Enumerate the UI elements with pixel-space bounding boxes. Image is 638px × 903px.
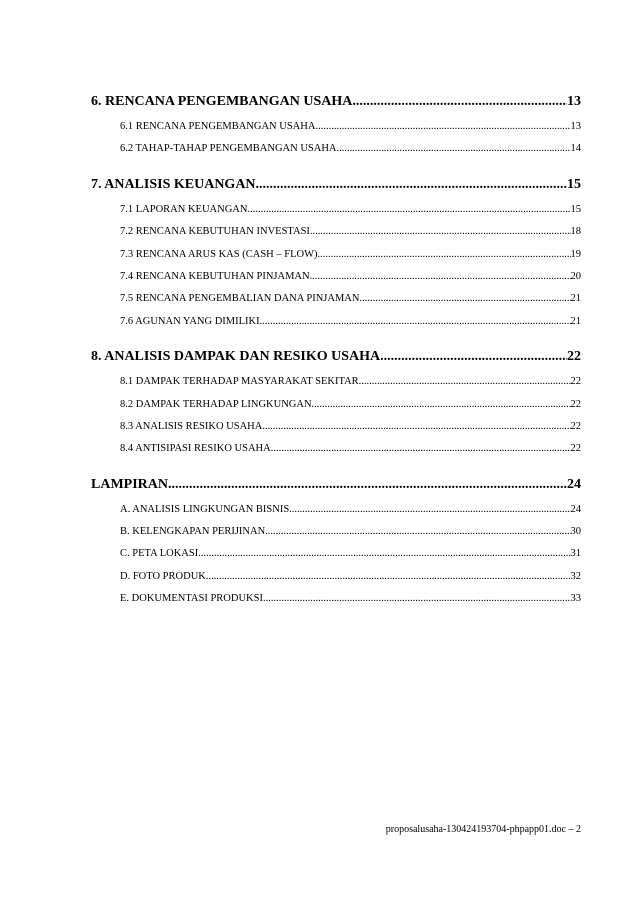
dot-leader	[256, 173, 567, 197]
toc-item-page: 32	[570, 570, 581, 582]
toc-item-title: 6.2 TAHAP-TAHAP PENGEMBANGAN USAHA	[120, 143, 337, 155]
toc-section	[91, 90, 581, 161]
toc-item	[91, 138, 581, 160]
dot-leader	[262, 416, 570, 438]
toc-item-page: 13	[570, 121, 581, 132]
dot-leader	[168, 473, 567, 497]
dot-leader	[359, 371, 571, 393]
toc-item-title: 8.3 ANALISIS RESIKO USAHA	[120, 420, 263, 432]
toc-item	[91, 288, 581, 310]
dot-leader	[265, 521, 570, 543]
toc-heading-title: LAMPIRAN	[91, 476, 168, 492]
toc-item	[91, 371, 581, 393]
toc-item	[91, 199, 581, 221]
dot-leader	[312, 394, 571, 416]
toc-item-page: 18	[570, 226, 581, 238]
toc-item-title: A. ANALISIS LINGKUNGAN BISNIS	[120, 503, 290, 515]
toc-item-title: 7.6 AGUNAN YANG DIMILIKI	[120, 315, 260, 327]
toc-item-page: 20	[570, 270, 581, 282]
dot-leader	[310, 221, 571, 243]
toc-item-title: 7.3 RENCANA ARUS KAS (CASH – FLOW)	[120, 248, 318, 260]
toc-item-title: 8.2 DAMPAK TERHADAP LINGKUNGAN	[120, 398, 312, 410]
toc-section	[91, 173, 581, 333]
toc-item-page: 24	[570, 503, 581, 515]
toc-heading	[91, 473, 581, 497]
toc-item-page: 31	[570, 548, 581, 560]
toc-item-page: 22	[570, 443, 581, 455]
toc-item-title: 6.1 RENCANA PENGEMBANGAN USAHA	[120, 121, 316, 132]
toc-item-title: E. DOKUMENTASI PRODUKSI	[120, 593, 263, 605]
toc-item	[91, 266, 581, 288]
dot-leader	[317, 244, 570, 266]
toc-item-title: 7.4 RENCANA KEBUTUHAN PINJAMAN	[120, 270, 310, 282]
table-of-contents	[91, 90, 581, 623]
toc-item	[91, 438, 581, 460]
toc-item-page: 14	[570, 143, 581, 155]
dot-leader	[260, 311, 571, 333]
toc-item	[91, 566, 581, 588]
toc-heading	[91, 173, 581, 197]
dot-leader	[271, 438, 571, 460]
toc-item-title: C. PETA LOKASI	[120, 548, 199, 560]
toc-item	[91, 521, 581, 543]
toc-heading-page: 13	[567, 94, 581, 109]
toc-item	[91, 244, 581, 266]
toc-item	[91, 416, 581, 438]
toc-item-title: D. FOTO PRODUK	[120, 570, 206, 582]
dot-leader	[359, 288, 570, 310]
toc-item-page: 21	[570, 315, 581, 327]
toc-heading-page: 15	[567, 176, 581, 192]
dot-leader	[247, 199, 570, 221]
toc-item-page: 22	[570, 420, 581, 432]
toc-item-title: 7.1 LAPORAN KEUANGAN	[120, 203, 248, 215]
toc-item-title: 7.2 RENCANA KEBUTUHAN INVESTASI	[120, 226, 310, 238]
toc-heading	[91, 90, 581, 114]
dot-leader	[315, 116, 570, 138]
toc-item-title: 8.1 DAMPAK TERHADAP MASYARAKAT SEKITAR	[120, 376, 359, 388]
toc-heading-page: 24	[567, 476, 581, 492]
toc-item	[91, 499, 581, 521]
toc-item-title: 7.5 RENCANA PENGEMBALIAN DANA PINJAMAN	[120, 293, 360, 305]
toc-item	[91, 588, 581, 610]
dot-leader	[310, 266, 571, 288]
dot-leader	[380, 345, 567, 369]
dot-leader	[198, 543, 570, 565]
page-footer: proposalusaha-130424193704-phpapp01.doc – 2	[385, 824, 581, 835]
toc-item-page: 22	[570, 376, 581, 388]
toc-item-title: 8.4 ANTISIPASI RESIKO USAHA	[120, 443, 271, 455]
toc-heading-page: 22	[567, 349, 581, 365]
toc-heading	[91, 345, 581, 369]
dot-leader	[337, 138, 571, 160]
toc-item-page: 22	[570, 398, 581, 410]
toc-item-page: 15	[570, 203, 581, 215]
toc-heading-title: 7. ANALISIS KEUANGAN	[91, 176, 256, 192]
dot-leader	[206, 566, 571, 588]
toc-item	[91, 394, 581, 416]
toc-item-page: 30	[570, 526, 581, 538]
toc-heading-title: 8. ANALISIS DAMPAK DAN RESIKO USAHA	[91, 349, 381, 365]
toc-item-title: B. KELENGKAPAN PERIJINAN	[120, 526, 266, 538]
toc-item	[91, 221, 581, 243]
toc-item	[91, 116, 581, 138]
toc-item-page: 19	[570, 248, 581, 260]
dot-leader	[352, 90, 567, 114]
toc-item	[91, 543, 581, 565]
toc-heading-title: 6. RENCANA PENGEMBANGAN USAHA	[91, 94, 353, 109]
toc-item-page: 33	[570, 593, 581, 605]
toc-item	[91, 311, 581, 333]
dot-leader	[263, 588, 571, 610]
toc-section	[91, 345, 581, 461]
dot-leader	[289, 499, 570, 521]
toc-item-page: 21	[570, 293, 581, 305]
toc-section	[91, 473, 581, 611]
